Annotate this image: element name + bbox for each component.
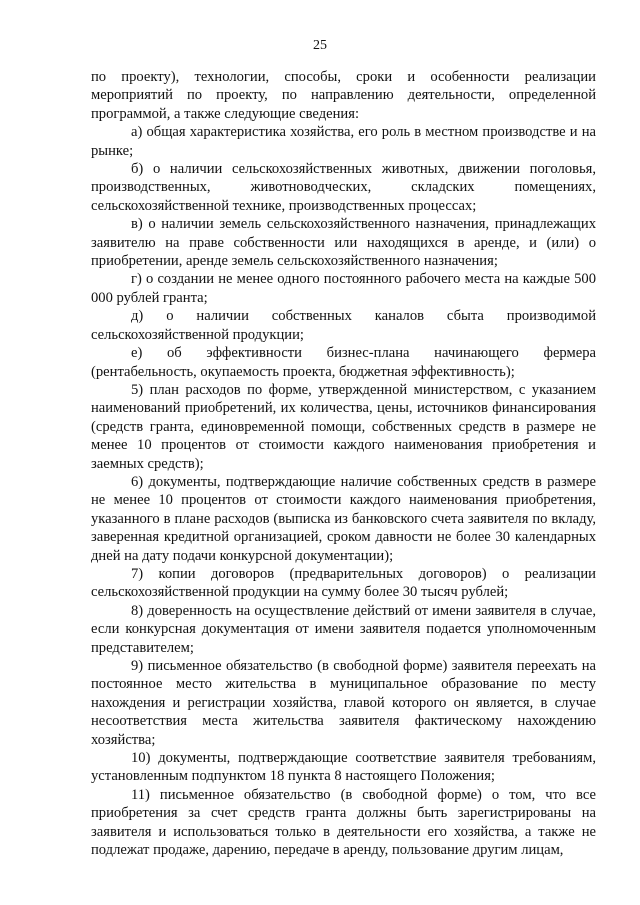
paragraph-item-b: б) о наличии сельскохозяйственных животных, движении поголовья, производственных, животноводческих, складских помещениях, сельскохозяйственной технике, производственных процессах; [91,161,596,214]
paragraph-continuation: по проекту), технологии, способы, сроки и особенности реализации мероприятий по проекту, по направлению деятельности, определенной программой, а также следующие сведения: [91,69,596,122]
paragraph-item-11: 11) письменное обязательство (в свободной форме) о том, что все приобретения за счет средств гранта должны быть зарегистрированы на заявителя и использоваться только в деятельности его хозяйства, а также не подлежат продаже, дарению, передаче в аренду, пользование другим лицам, [91,786,596,859]
paragraph-item-d: д) о наличии собственных каналов сбыта производимой сельскохозяйственной продукции; [91,308,596,343]
paragraph-item-v: в) о наличии земель сельскохозяйственного назначения, принадлежащих заявителю на праве собственности или находящихся в аренде, и (или) о приобретении, аренде земель сельскохозяйственного назначения; [91,216,596,270]
paragraph-item-10: 10) документы, подтверждающие соответствие заявителя требованиям, установленным подпунктом 18 пункта 8 настоящего Положения; [91,750,596,785]
paragraph-item-a: а) общая характеристика хозяйства, его роль в местном производстве и на рынке; [91,124,596,159]
paragraph-item-g: г) о создании не менее одного постоянного рабочего места на каждые 500 000 рублей гранта; [91,271,596,306]
page-number: 25 [313,38,327,53]
paragraph-item-8: 8) доверенность на осуществление действий от имени заявителя в случае, если конкурсная документация от имени заявителя подается уполномоченным представителем; [91,602,596,656]
document-body [91,68,596,859]
paragraph-item-6: 6) документы, подтверждающие наличие собственных средств в размере не менее 10 процентов от стоимости каждого наименования приобретения, указанного в плане расходов (выписка из банковского счета заявителя по вкладу, заверенная кредитной организацией, сроком давности не более 30 календарных дней на дату подачи конкурсной документации); [91,473,596,564]
paragraph-item-7: 7) копии договоров (предварительных договоров) о реализации сельскохозяйственной продукции на сумму более 30 тысяч рублей; [91,565,596,601]
paragraph-item-e: е) об эффективности бизнес-плана начинающего фермера (рентабельность, окупаемость проекта, бюджетная эффективность); [91,345,596,380]
paragraph-item-9: 9) письменное обязательство (в свободной форме) заявителя переехать на постоянное место жительства в муниципальное образование по месту нахождения и регистрации хозяйства, главой которого он является, в случае несоответствия места жительства заявителя фактическому нахождению хозяйства; [91,658,596,748]
paragraph-item-5: 5) план расходов по форме, утвержденной министерством, с указанием наименований приобретений, их количества, цены, источников финансирования (средств гранта, единовременной помощи, собственных средств в размере не менее 10 процентов от стоимости каждого наименования приобретения и заемных средств); [91,381,596,472]
